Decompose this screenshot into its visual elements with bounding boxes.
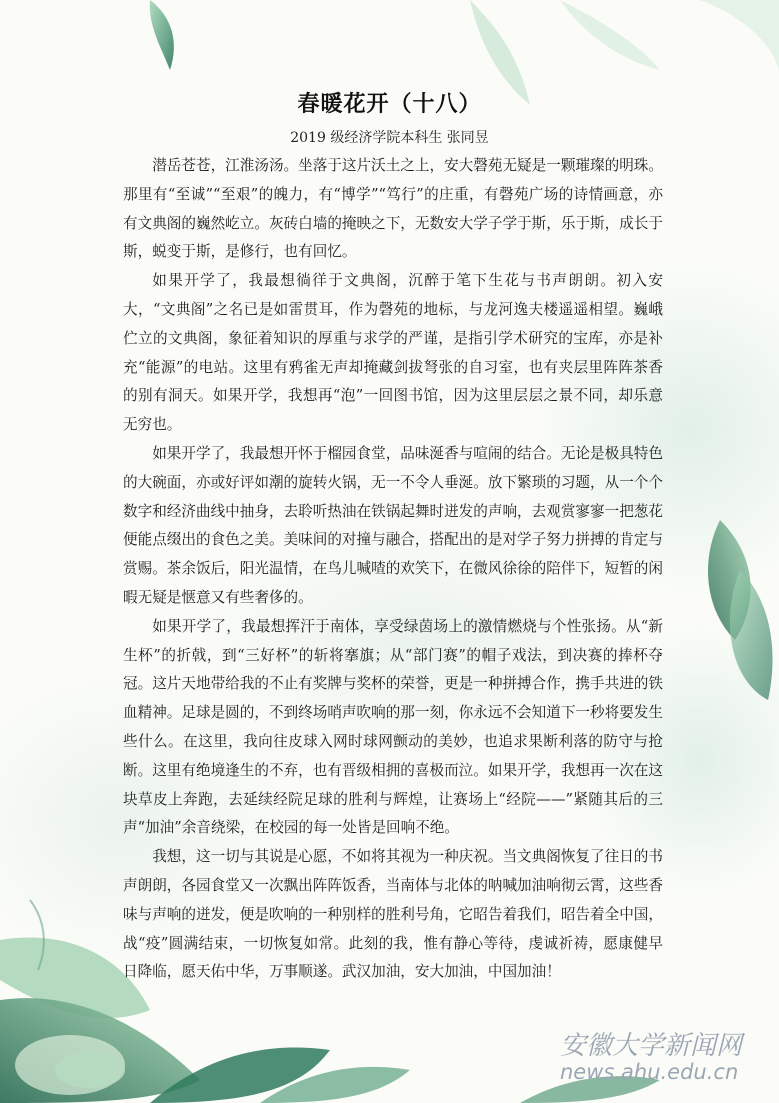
paragraph: 如果开学了，我最想挥汗于南体，享受绿茵场上的激情燃烧与个性张扬。从“新生杯”的折戟，到“三好杯”的斩将搴旗；从“部门赛”的帽子戏法，到决赛的捧杯夺冠。这片天地带给我的不止有奖牌与奖杯的荣誉，更是一种拼搏合作，携手共进的铁血精神。足球是圆的，不到终场哨声吹响的那一刻，你永远不会知道下一秒将要发生些什么。在这里，我向往皮球入网时球网颤动的美妙，也追求果断利落的防守与抢断。这里有绝境逢生的不弃，也有晋级相拥的喜极而泣。如果开学，我想再一次在这块草皮上奔跑，去延续经院足球的胜利与辉煌，让赛场上“经院——”紧随其后的三声“加油”余音绕梁，在校园的每一处皆是回响不绝。 xyxy=(123,617,663,837)
paragraph: 如果开学了，我最想开怀于榴园食堂，品味涎香与喧闹的结合。无论是极具特色的大碗面，亦或好评如潮的旋转火锅，无一不令人垂涎。放下繁琐的习题，从一个个数字和经济曲线中抽身，去聆听热油在铁锅起舞时迸发的声响，去观赏寥寥一把葱花便能点缀出的食色之美。美味间的对撞与融合，搭配出的是对学子努力拼搏的肯定与赏赐。茶余饭后，阳光温情，在鸟儿喊喳的欢笑下，在微风徐徐的陪伴下，短暂的闲暇无疑是惬意又有些奢侈的。 xyxy=(123,444,663,606)
article-byline: 2019 级经济学院本科生 张同昱 xyxy=(290,130,489,146)
paragraph: 我想，这一切与其说是心愿，不如将其视为一种庆祝。当文典阁恢复了往日的书声朗朗，各园食堂又一次飘出阵阵饭香，当南体与北体的呐喊加油响彻云霄，这些香味与声响的迸发，便是吹响的一种别样的胜利号角，它昭告着我们，昭告着全中国，战“疫”圆满结束，一切恢复如常。此刻的我，惟有静心等待，虔诚祈祷，愿康健早日降临，愿天佑中华，万事顺遂。武汉加油，安大加油，中国加油！ xyxy=(123,848,663,981)
paragraph: 如果开学了，我最想徜徉于文典阁，沉醉于笔下生花与书声朗朗。初入安大，“文典阁”之名已是如雷贯耳，作为磬苑的地标，与龙河逸夫楼遥遥相望。巍峨伫立的文典阁，象征着知识的厚重与求学的严谨，是指引学术研究的宝库，亦是补充“能源”的电站。这里有鸦雀无声却掩藏剑拔弩张的自习室，也有夹层里阵阵茶香的别有洞天。如果开学，我想再“泡”一回图书馆，因为这里层层之景不同，却乐意无穷也。 xyxy=(123,272,663,434)
watermark-site-name: 安徽大学新闻网 xyxy=(560,1031,743,1061)
watermark-url: news.ahu.edu.cn xyxy=(560,1060,739,1084)
paragraph: 潜岳苍苍，江淮汤汤。坐落于这片沃土之上，安大磬苑无疑是一颗璀璨的明珠。那里有“至诚”“至艰”的魄力，有“博学”“笃行”的庄重，有磬苑广场的诗情画意，亦有文典阁的巍然屹立。灰砖白墙的掩映之下，无数安大学子学于斯，乐于斯，成长于斯，蜕变于斯，是修行，也有回忆。 xyxy=(123,157,663,261)
article-title: 春暖花开（十八） xyxy=(297,92,482,117)
article-body xyxy=(123,152,663,987)
